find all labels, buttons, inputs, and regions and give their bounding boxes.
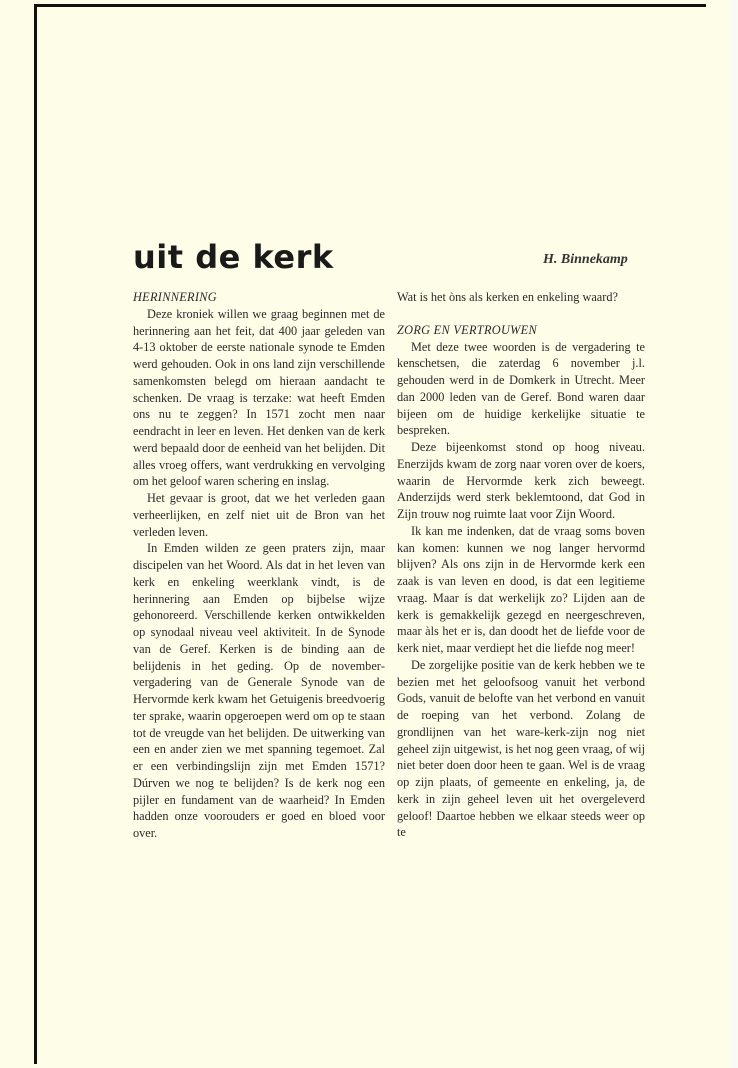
page-title: uit de kerk — [133, 238, 334, 276]
page-left-rule — [34, 4, 37, 1064]
paragraph: Deze kroniek willen we graag beginnen met de herinnering aan het feit, dat 400 jaar geleden van 4-13 oktober de eerste nationale synode te Emden werd gehouden. Ook in ons land zijn verschillende samenkomsten belegd om hieraan aandacht te schenken. De vraag is terzake: wat heeft Emden ons nu te zeggen? In 1571 zocht men naar eendracht in leer en leven. Het denken van de kerk werd bepaald door de eenheid van het belijden. Dit alles vroeg offers, want verdrukking en vervolging om het geloof waren schering en inslag. — [133, 306, 385, 489]
left-column — [133, 289, 385, 842]
section-title-herinnering: HERINNERING — [133, 290, 217, 304]
paragraph: Het gevaar is groot, dat we het verleden gaan verheerlijken, en zelf niet uit de Bron van het verleden leven. — [133, 491, 385, 539]
section-title-zorg-en-vertrouwen: ZORG EN VERTROUWEN — [397, 322, 537, 337]
author-name: H. Binnekamp — [543, 252, 628, 267]
paragraph: Met deze twee woorden is de vergadering te kenschetsen, die zaterdag 6 november j.l. gehouden werd in de Domkerk in Utrecht. Meer dan 2000 leden van de Geref. Bond waren daar bijeen om de huidige kerkelijke situatie te bespreken. — [397, 339, 645, 438]
page-right-edge — [730, 0, 738, 1068]
paragraph: Deze bijeenkomst stond op hoog niveau. Enerzijds kwam de zorg naar voren over de koers, waarin de Hervormde kerk zich beweegt. Anderzijds werd sterk beklemtoond, dat God in Zijn trouw nog ruimte laat voor Zijn Woord. — [397, 440, 645, 521]
right-column — [397, 289, 645, 841]
paragraph: Ik kan me indenken, dat de vraag soms boven kan komen: kunnen we nog langer hervormd blijven? Als ons zijn in de Hervormde kerk een zaak is van leven en dood, is dat een legitieme vraag. Maar ís dat werkelijk zo? Lijden aan de kerk is gemakkelijk gezegd en neergeschreven, maar àls het er is, dan doodt het de liefde voor de kerk niet, maar verdiept het die liefde nog meer! — [397, 523, 645, 655]
spacer — [397, 306, 645, 322]
page-top-rule — [34, 4, 706, 7]
paragraph: In Emden wilden ze geen praters zijn, maar discipelen van het Woord. Als dat in het leven van kerk en enkeling weerklank vindt, is de herinnering aan Emden op bijbelse wijze gehonoreerd. Verschillende kerken ontwikkelden op synodaal niveau veel aktiviteit. In de Synode van de Geref. Kerken is de binding aan de belijdenis in het geding. Op de novembervergadering van de Generale Synode van de Hervormde kerk kwam het Getuigenis breedvoerig ter sprake, waarin opgeroepen werd om op te staan tot de vreugde van het belijden. De uitwerking van een en ander zien we met spanning tegemoet. Zal er een verbindingslijn zijn met Emden 1571? Dúrven we nog te belijden? Is de kerk nog een pijler en fundament van de waarheid? In Emden hadden onze voorouders er goed en bloed voor over. — [133, 541, 385, 840]
paragraph-intro: Wat is het òns als kerken en enkeling waard? — [397, 290, 618, 304]
paragraph: De zorgelijke positie van de kerk hebben we te bezien met het geloofsoog vanuit het verbond Gods, vanuit de belofte van het verbond en vanuit de roeping van het verbond. Zolang de grondlijnen van het ware-kerk-zijn nog niet geheel zijn uitgewist, is het nog geen vraag, of wij niet beter doen door heen te gaan. Wel is de vraag op zijn plaats, of gemeente en enkeling, ja, de kerk in zijn geheel leven uit het overgeleverd geloof! Daartoe hebben we elkaar steeds weer op te — [397, 657, 645, 840]
